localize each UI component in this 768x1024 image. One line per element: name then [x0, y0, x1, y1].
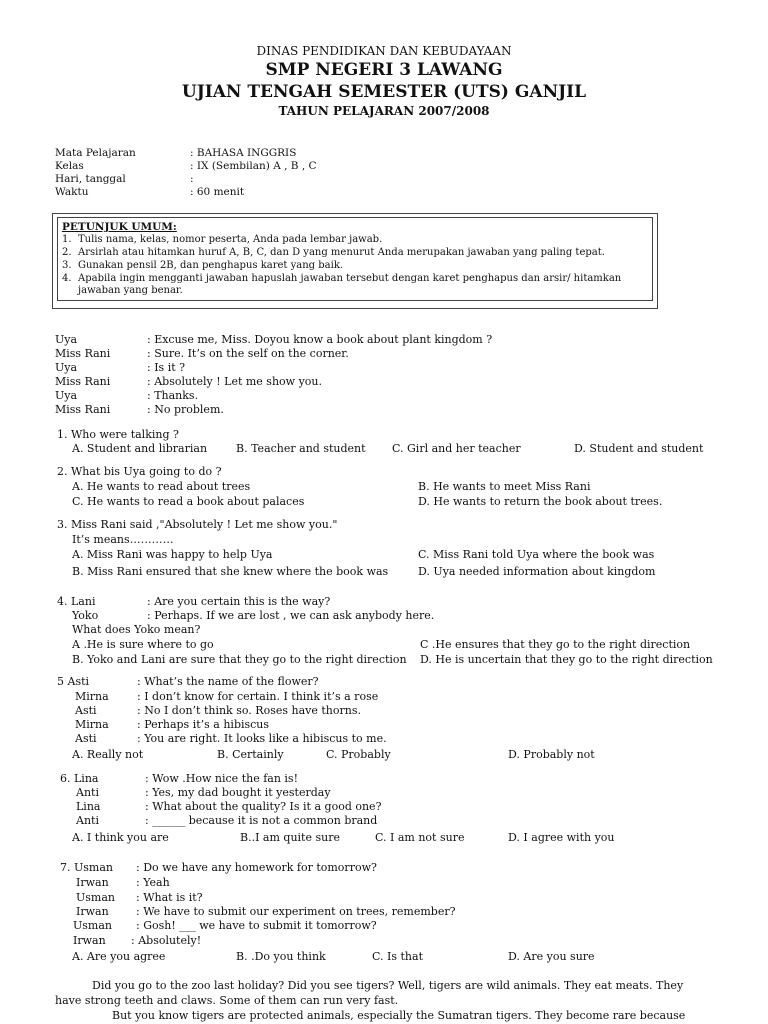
utterance: : Yeah — [136, 876, 170, 889]
question-5-dialogue-line — [75, 690, 675, 704]
passage-line: Did you go to the zoo last holiday? Did you see tigers? Well, tigers are wild animals. They eat meats. They — [92, 979, 684, 992]
instruction-text: Gunakan pensil 2B, dan penghapus karet yang baik. — [78, 260, 344, 271]
question-2-option-c: C. He wants to read a book about palaces — [72, 495, 305, 508]
speaker: Anti — [76, 786, 99, 799]
utterance: : Yes, my dad bought it yesterday — [145, 786, 331, 799]
speaker: Uya — [55, 389, 78, 402]
speaker: 7. Usman — [60, 861, 113, 874]
passage-line: But you know tigers are protected animals, especially the Sumatran tigers. They become rare because — [112, 1009, 686, 1022]
utterance: : Perhaps it’s a hibiscus — [137, 718, 270, 731]
question-4-option-b: B. Yoko and Lani are sure that they go to the right direction — [72, 653, 407, 666]
utterance: : Do we have any homework for tomorrow? — [136, 861, 377, 874]
speaker: Miss Rani — [55, 375, 111, 388]
utterance: : What about the quality? Is it a good one? — [145, 800, 382, 813]
question-7-option-d: D. Are you sure — [508, 950, 595, 963]
question-5-option-c: C. Probably — [326, 748, 391, 761]
utterance: : Absolutely! — [131, 934, 202, 947]
utterance: : No I don’t think so. Roses have thorns. — [137, 704, 361, 717]
question-6-dialogue-line — [76, 786, 676, 800]
instruction-number: 1. — [62, 234, 72, 245]
instruction-number: 2. — [62, 247, 72, 258]
question-4-dialogue-line — [72, 609, 672, 623]
speaker: Uya — [55, 333, 78, 346]
question-1-option-b: B. Teacher and student — [236, 442, 366, 455]
question-5-option-a: A. Really not — [72, 748, 144, 761]
question-6-dialogue-line — [60, 772, 660, 786]
info-row-subject — [55, 147, 455, 160]
question-3-stem: 3. Miss Rani said ,"Absolutely ! Let me show you." — [57, 518, 338, 531]
question-6-dialogue-line — [76, 800, 676, 814]
question-5-option-b: B. Certainly — [217, 748, 284, 761]
utterance: : What is it? — [136, 891, 203, 904]
question-5-option-d: D. Probably not — [508, 748, 595, 761]
utterance: : Wow .How nice the fan is! — [145, 772, 298, 785]
question-1-option-c: C. Girl and her teacher — [392, 442, 521, 455]
info-label: Waktu — [55, 186, 89, 198]
info-value: : — [190, 173, 194, 185]
dialogue-line — [55, 375, 655, 389]
speaker: Irwan — [73, 934, 106, 947]
question-2-stem: 2. What bis Uya going to do ? — [57, 465, 222, 478]
dialogue-line — [55, 389, 655, 403]
info-value: : BAHASA INGGRIS — [190, 147, 297, 159]
question-3-option-b: B. Miss Rani ensured that she knew where the book was — [72, 565, 389, 578]
info-row-date — [55, 173, 455, 186]
speaker: Irwan — [76, 876, 109, 889]
utterance: : You are right. It looks like a hibiscus to me. — [137, 732, 387, 745]
utterance: : Perhaps. If we are lost , we can ask anybody here. — [147, 609, 435, 622]
info-value: : IX (Sembilan) A , B , C — [190, 160, 317, 172]
question-3-option-d: D. Uya needed information about kingdom — [418, 565, 656, 578]
question-1-option-a: A. Student and librarian — [72, 442, 208, 455]
question-7-dialogue-line — [60, 861, 660, 875]
speaker: Uya — [55, 361, 78, 374]
question-4-dialogue-line — [57, 595, 657, 609]
speaker: Anti — [76, 814, 99, 827]
question-7-dialogue-line — [76, 876, 676, 890]
utterance: : Absolutely ! Let me show you. — [147, 375, 322, 388]
header-academic-year: TAHUN PELAJARAN 2007/2008 — [278, 104, 490, 118]
question-7-dialogue-line — [76, 891, 676, 905]
question-5-dialogue-line — [75, 732, 675, 746]
question-5-dialogue-line — [75, 704, 675, 718]
question-3-subprompt: It’s means………… — [72, 533, 174, 546]
question-7-option-b: B. .Do you think — [236, 950, 326, 963]
instruction-text: Arsirlah atau hitamkan huruf A, B, C, dan D yang menurut Anda merupakan jawaban yang paling tepat. — [78, 247, 605, 258]
header-school: SMP NEGERI 3 LAWANG — [265, 60, 503, 80]
instruction-text: Tulis nama, kelas, nomor peserta, Anda pada lembar jawab. — [78, 234, 383, 245]
speaker: Usman — [73, 919, 112, 932]
instruction-number: 4. — [62, 273, 72, 284]
info-label: Kelas — [55, 160, 84, 172]
speaker: Usman — [76, 891, 115, 904]
question-3-option-c: C. Miss Rani told Uya where the book was — [418, 548, 655, 561]
speaker: Miss Rani — [55, 347, 111, 360]
question-7-dialogue-line — [73, 934, 673, 948]
utterance: : Excuse me, Miss. Doyou know a book about plant kingdom ? — [147, 333, 493, 346]
question-5-dialogue-line — [57, 675, 657, 689]
info-row-class — [55, 160, 455, 173]
utterance: : I don’t know for certain. I think it’s a rose — [137, 690, 379, 703]
speaker: 6. Lina — [60, 772, 99, 785]
question-4-option-d: D. He is uncertain that they go to the right direction — [420, 653, 713, 666]
question-6-option-d: D. I agree with you — [508, 831, 615, 844]
question-5-dialogue-line — [75, 718, 675, 732]
question-6-dialogue-line — [76, 814, 676, 828]
question-4-option-a: A .He is sure where to go — [72, 638, 214, 651]
header-exam-title: UJIAN TENGAH SEMESTER (UTS) GANJIL — [181, 82, 587, 102]
speaker: 5 Asti — [57, 675, 90, 688]
utterance: : We have to submit our experiment on trees, remember? — [136, 905, 456, 918]
utterance: : Is it ? — [147, 361, 186, 374]
question-4-option-c: C .He ensures that they go to the right direction — [420, 638, 691, 651]
speaker: Asti — [75, 704, 97, 717]
dialogue-line — [55, 403, 655, 417]
question-7-dialogue-line — [76, 905, 676, 919]
speaker: Mirna — [75, 718, 109, 731]
info-label: Hari, tanggal — [55, 173, 126, 185]
info-value: : 60 menit — [190, 186, 245, 198]
speaker: Lina — [76, 800, 101, 813]
question-7-option-a: A. Are you agree — [72, 950, 166, 963]
speaker: 4. Lani — [57, 595, 96, 608]
instructions-title: PETUNJUK UMUM: — [62, 221, 177, 233]
utterance: : Sure. It’s on the self on the corner. — [147, 347, 349, 360]
speaker: Irwan — [76, 905, 109, 918]
instruction-number: 3. — [62, 260, 72, 271]
header-department: DINAS PENDIDIKAN DAN KEBUDAYAAN — [256, 44, 512, 58]
utterance: : What’s the name of the flower? — [137, 675, 319, 688]
question-6-option-c: C. I am not sure — [375, 831, 465, 844]
question-2-option-a: A. He wants to read about trees — [72, 480, 251, 493]
speaker: Asti — [75, 732, 97, 745]
dialogue-line — [55, 361, 655, 375]
question-7-option-c: C. Is that — [372, 950, 423, 963]
dialogue-line — [55, 333, 655, 347]
question-2-option-b: B. He wants to meet Miss Rani — [418, 480, 591, 493]
dialogue-line — [55, 347, 655, 361]
utterance: : Gosh! ___ we have to submit it tomorrow? — [136, 919, 377, 932]
question-2-option-d: D. He wants to return the book about trees. — [418, 495, 663, 508]
info-row-time — [55, 186, 455, 199]
speaker: Yoko — [72, 609, 99, 622]
utterance: : ______ because it is not a common brand — [145, 814, 378, 827]
question-7-dialogue-line — [73, 919, 673, 933]
question-3-option-a: A. Miss Rani was happy to help Uya — [72, 548, 273, 561]
utterance: : Are you certain this is the way? — [147, 595, 331, 608]
question-6-option-b: B..I am quite sure — [240, 831, 340, 844]
speaker: Mirna — [75, 690, 109, 703]
question-1-stem: 1. Who were talking ? — [57, 428, 179, 441]
question-4-stem: What does Yoko mean? — [72, 623, 201, 636]
question-6-option-a: A. I think you are — [72, 831, 169, 844]
instruction-text: Apabila ingin mengganti jawaban hapuslah jawaban tersebut dengan karet penghapus dan arsir/ hitamkan jawaban yang benar. — [78, 273, 622, 296]
speaker: Miss Rani — [55, 403, 111, 416]
question-1-option-d: D. Student and student — [574, 442, 704, 455]
info-label: Mata Pelajaran — [55, 147, 136, 159]
utterance: : No problem. — [147, 403, 224, 416]
utterance: : Thanks. — [147, 389, 199, 402]
passage-line: have strong teeth and claws. Some of them can run very fast. — [55, 994, 399, 1007]
